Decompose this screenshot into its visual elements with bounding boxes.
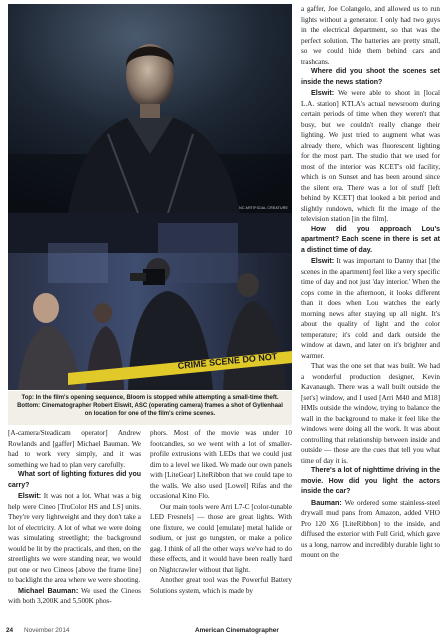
- paragraph-text: a gaffer, Joe Colangelo, and allowed us to run lights without a generator. I only had two guys in the electrical department, so that was the perfect solution. The batteries are pretty small, so we could hide them behind cars and trashcans.: [301, 5, 440, 66]
- article-column-1: [8, 428, 141, 607]
- photo-top-image: [8, 4, 292, 213]
- article-paragraph: [8, 428, 141, 470]
- paragraph-text: It was important to Danny that [the scenes in the apartment] feel like a very specific time of day and not just 'day interior.' When the cops come in the afternoon, it looks different than it does when Lou watches the early morning news after staying up all night. It's about the quality of light and the color temperature; it's cold and dark outside the window at dawn, and later on it's brighter and warmer.: [301, 257, 440, 360]
- article-paragraph: [301, 88, 440, 225]
- article-paragraph: [301, 256, 440, 361]
- article-paragraph: [150, 428, 292, 502]
- page-footer: [0, 626, 446, 638]
- article-paragraph: [8, 586, 141, 607]
- photo-top-opening-sequence: [8, 4, 292, 213]
- paragraph-text: How did you approach Lou's apartment? Each scene in there is set at a distinct time of day.: [301, 225, 440, 254]
- photo-credit: NC ARTIFICIAL CREATURE: [239, 206, 288, 210]
- paragraph-text: We were able to shoot in [local L.A. station] KTLA's actual newsroom during certain periods of time when they weren't that busy, but we couldn't really change their lighting. We just tried to augment what was already there, which was fluorescent lighting for the most part. The studio that we used for most of the interior was KCET's old facility, which is on Sunset and has been around since the silent era. There was a lot of stuff [left behind by KCET] that looked a bit period and slightly rundown, which fit the image of the television station [in the film].: [301, 89, 440, 223]
- photo-bottom-crime-scene: [8, 213, 292, 390]
- paragraph-text: There's a lot of nighttime driving in the movie. How did you light the actors inside the car?: [301, 467, 440, 495]
- photo-caption: Top: In the film's opening sequence, Bloom is stopped while attempting a small-time theft. Bottom: Cinematographer Robert Elswit, ASC (operating camera) frames a shot of Gyllenhaal on location for one of the film's crime scenes.: [8, 391, 292, 425]
- paragraph-text: [A-camera/Steadicam operator] Andrew Rowlands and [gaffer] Michael Bauman. We had to work very simply, and it was something we had to plan very carefully.: [8, 429, 141, 469]
- paragraph-text: It was not a lot. What was a big help were Cineo [TruColor HS and LS] units. They're very lightweight and they don't take a lot of electricity. A lot of what we were doing was simulating streetlight; the background would be lit by the practicals, and then, on the streetlights we were standing near, we would put one or two Cineos [above the frame line] to backlight the area where we were shooting.: [8, 492, 141, 584]
- speaker-name: Elswit:: [18, 491, 42, 500]
- speaker-name: Elswit:: [311, 256, 335, 265]
- article-paragraph: [301, 361, 440, 466]
- page-number: 24: [6, 627, 14, 634]
- interview-question: [301, 466, 440, 498]
- paragraph-text: Where did you shoot the scenes set inside the news station?: [301, 68, 440, 86]
- article-paragraph: [150, 502, 292, 576]
- speaker-name: Elswit:: [311, 88, 335, 97]
- article-paragraph: [301, 498, 440, 561]
- paragraph-text: phors. Most of the movie was under 10 footcandles, so we went with a lot of smaller-profile extrusions with LEDs that we could just dim to a level we liked. We made our own panels with [LiteGear] LiteRibbon that we could tape to the walls. We also used [Lowel] Rifas and the occasional Kino Flo.: [150, 429, 292, 500]
- paragraph-text: Our main tools were Arri L7-C [color-tunable LED Fresnels] — those are great lights. With one fixture, we could [emulate] metal halide or sodium, or just go tungsten, or make a police gag. I think of all the other ways we've had to do these effects, and it would have been really hard on Nightcrawler without that light.: [150, 502, 292, 574]
- paragraph-text: Another great tool was the Powerful Battery Solutions system, which is made by: [150, 576, 292, 595]
- photo-bottom-image: [8, 213, 292, 390]
- article-paragraph: [301, 4, 440, 67]
- paragraph-text: We used the Cineos with both 3,200K and 5,500K phos-: [8, 586, 141, 605]
- issue-date: November 2014: [24, 627, 70, 634]
- crime-scene-tape-text: CRIME SCENE DO NOT: [177, 351, 278, 371]
- paragraph-text: What sort of lighting fixtures did you carry?: [8, 471, 141, 489]
- interview-question: [301, 225, 440, 257]
- interview-question: [8, 470, 141, 491]
- paragraph-text: That was the one set that was built. We had a wonderful production designer, Kevin Kavanaugh. There was a wall built outside the [set's] window, and I used [Arri M40 and M18] HMIs outside the window, trying to balance the wall in the background to make it feel like the windows were doing all the work. It was about controlling that relationship between inside and outside — those are the cues that tell you what time of day it is.: [301, 362, 440, 465]
- speaker-name: Bauman:: [311, 497, 342, 507]
- article-column-3: [301, 4, 440, 561]
- paragraph-text: We ordered some stainless-steel drywall mud pans from Amazon, added VHO Pro 120 X6 [LiteRibbon] to the inside, and diffused the exterior with Full Grid, which gave us a long, narrow and incredibly durable light to mount on the: [301, 498, 440, 559]
- article-paragraph: [8, 491, 141, 586]
- article-paragraph: [150, 575, 292, 596]
- article-column-2: [150, 428, 292, 596]
- magazine-title: American Cinematographer: [195, 627, 279, 634]
- interview-question: [301, 67, 440, 88]
- speaker-name: Michael Bauman:: [18, 585, 79, 595]
